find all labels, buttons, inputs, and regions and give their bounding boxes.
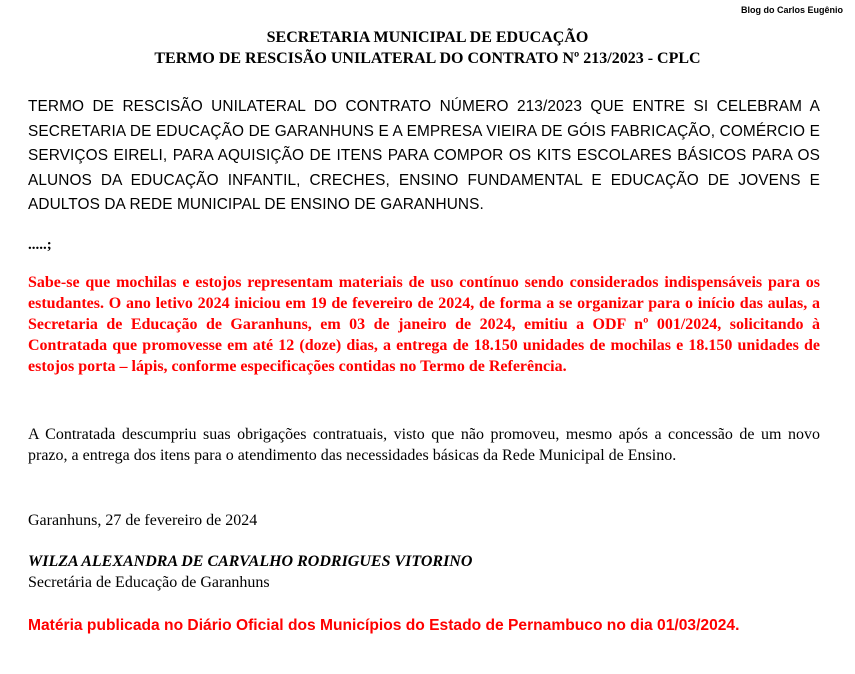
- intro-paragraph: TERMO DE RESCISÃO UNILATERAL DO CONTRATO NÚMERO 213/2023 QUE ENTRE SI CELEBRAM A SECRETARIA DE EDUCAÇÃO DE GARANHUNS E A EMPRESA VIEIRA DE GÓIS FABRICAÇÃO, COMÉRCIO E SERVIÇOS EIRELI, PARA AQUISIÇÃO DE ITENS PARA COMPOR OS KITS ESCOLARES BÁSICOS PARA OS ALUNOS DA EDUCAÇÃO INFANTIL, CRECHES, ENSINO FUNDAMENTAL E EDUCAÇÃO DE JOVENS E ADULTOS DA REDE MUNICIPAL DE ENSINO DE GARANHUNS.: [28, 98, 820, 213]
- publication-note: Matéria publicada no Diário Oficial dos Municípios do Estado de Pernambuco no dia 01/03/2024.: [28, 617, 740, 634]
- document-header: [0, 27, 855, 69]
- blog-watermark: Blog do Carlos Eugênio: [740, 5, 843, 15]
- header-term-title: TERMO DE RESCISÃO UNILATERAL DO CONTRATO Nº 213/2023 - CPLC: [154, 50, 701, 67]
- dateline: Garanhuns, 27 de fevereiro de 2024: [28, 512, 258, 529]
- signer-role: Secretária de Educação de Garanhuns: [28, 574, 270, 591]
- highlighted-paragraph: Sabe-se que mochilas e estojos representam materiais de uso contínuo sendo considerados indispensáveis para os estudantes. O ano letivo 2024 iniciou em 19 de fevereiro de 2024, de forma a se organizar para o início das aulas, a Secretaria de Educação de Garanhuns, em 03 de janeiro de 2024, emitiu a ODF nº 001/2024, solicitando à Contratada que promovesse em até 12 (doze) dias, a entrega de 18.150 unidades de mochilas e 18.150 unidades de estojos porta – lápis, conforme especificações contidas no Termo de Referência.: [28, 274, 820, 375]
- ellipsis-marker: .....;: [28, 237, 52, 253]
- signer-name: WILZA ALEXANDRA DE CARVALHO RODRIGUES VITORINO: [28, 553, 473, 570]
- breach-paragraph: A Contratada descumpriu suas obrigações contratuais, visto que não promoveu, mesmo após a concessão de um novo prazo, a entrega dos itens para o atendimento das necessidades básicas da Rede Municipal de Ensino.: [28, 426, 820, 464]
- header-secretariat-title: SECRETARIA MUNICIPAL DE EDUCAÇÃO: [266, 29, 589, 46]
